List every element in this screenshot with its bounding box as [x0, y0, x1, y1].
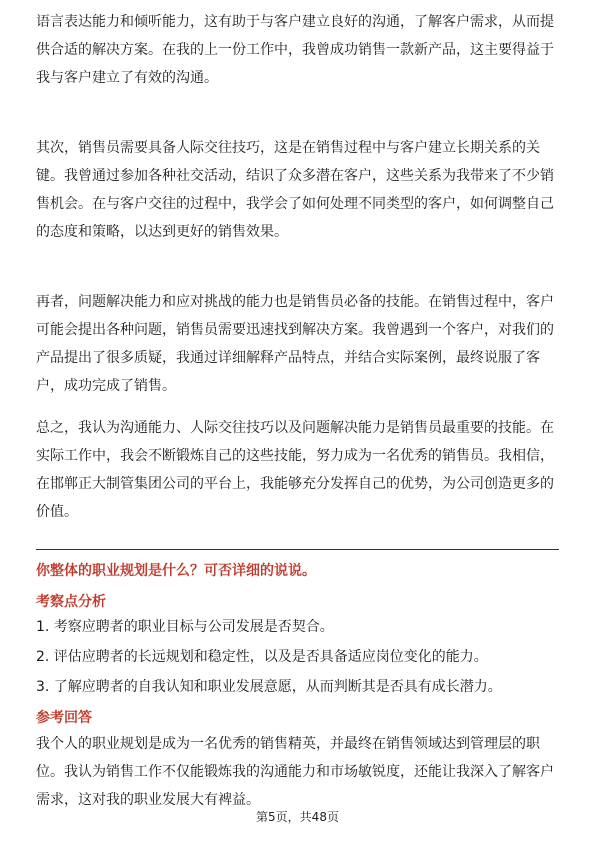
analysis-list	[36, 612, 561, 702]
body-paragraph: 语言表达能力和倾听能力，这有助于与客户建立良好的沟通，了解客户需求，从而提供合适的解决方案。在我的上一份工作中，我曾成功销售一款新产品，这主要得益于我与客户建立了有效的沟通。	[36, 14, 554, 86]
list-item: 2. 评估应聘者的长远规划和稳定性，以及是否具备适应岗位变化的能力。	[36, 649, 488, 665]
answer-paragraph: 我个人的职业规划是成为一名优秀的销售精英，并最终在销售领域达到管理层的职位。我认为销售工作不仅能锻炼我的沟通能力和市场敏锐度，还能让我深入了解客户需求，这对我的职业发展大有裨益。	[36, 736, 554, 808]
body-paragraph: 再者，问题解决能力和应对挑战的能力也是销售员必备的技能。在销售过程中，客户可能会提出各种问题，销售员需要迅速找到解决方案。我曾遇到一个客户，对我们的产品提出了很多质疑，我通过详细解释产品特点，并结合实际案例，最终说服了客户，成功完成了销售。	[36, 294, 554, 394]
list-item: 3. 了解应聘者的自我认知和职业发展意愿，从而判断其是否具有成长潜力。	[36, 679, 502, 695]
analysis-heading: 考察点分析	[36, 594, 106, 610]
answer-heading: 参考回答	[36, 710, 92, 726]
list-item: 1. 考察应聘者的职业目标与公司发展是否契合。	[36, 619, 334, 635]
section-divider	[36, 549, 559, 550]
body-paragraph: 其次，销售员需要具备人际交往技巧，这是在销售过程中与客户建立长期关系的关键。我曾通过参加各种社交活动，结识了众多潜在客户，这些关系为我带来了不少销售机会。在与客户交往的过程中，我学会了如何处理不同类型的客户，如何调整自己的态度和策略，以达到更好的销售效果。	[36, 140, 554, 240]
question-title: 你整体的职业规划是什么？可否详细的说说。	[36, 563, 316, 579]
body-paragraph: 总之，我认为沟通能力、人际交往技巧以及问题解决能力是销售员最重要的技能。在实际工作中，我会不断锻炼自己的这些技能，努力成为一名优秀的销售员。我相信，在邯郸正大制管集团公司的平台上，我能够充分发挥自己的优势，为公司创造更多的价值。	[36, 420, 554, 520]
page-number: 第5页，共48页	[256, 810, 339, 824]
